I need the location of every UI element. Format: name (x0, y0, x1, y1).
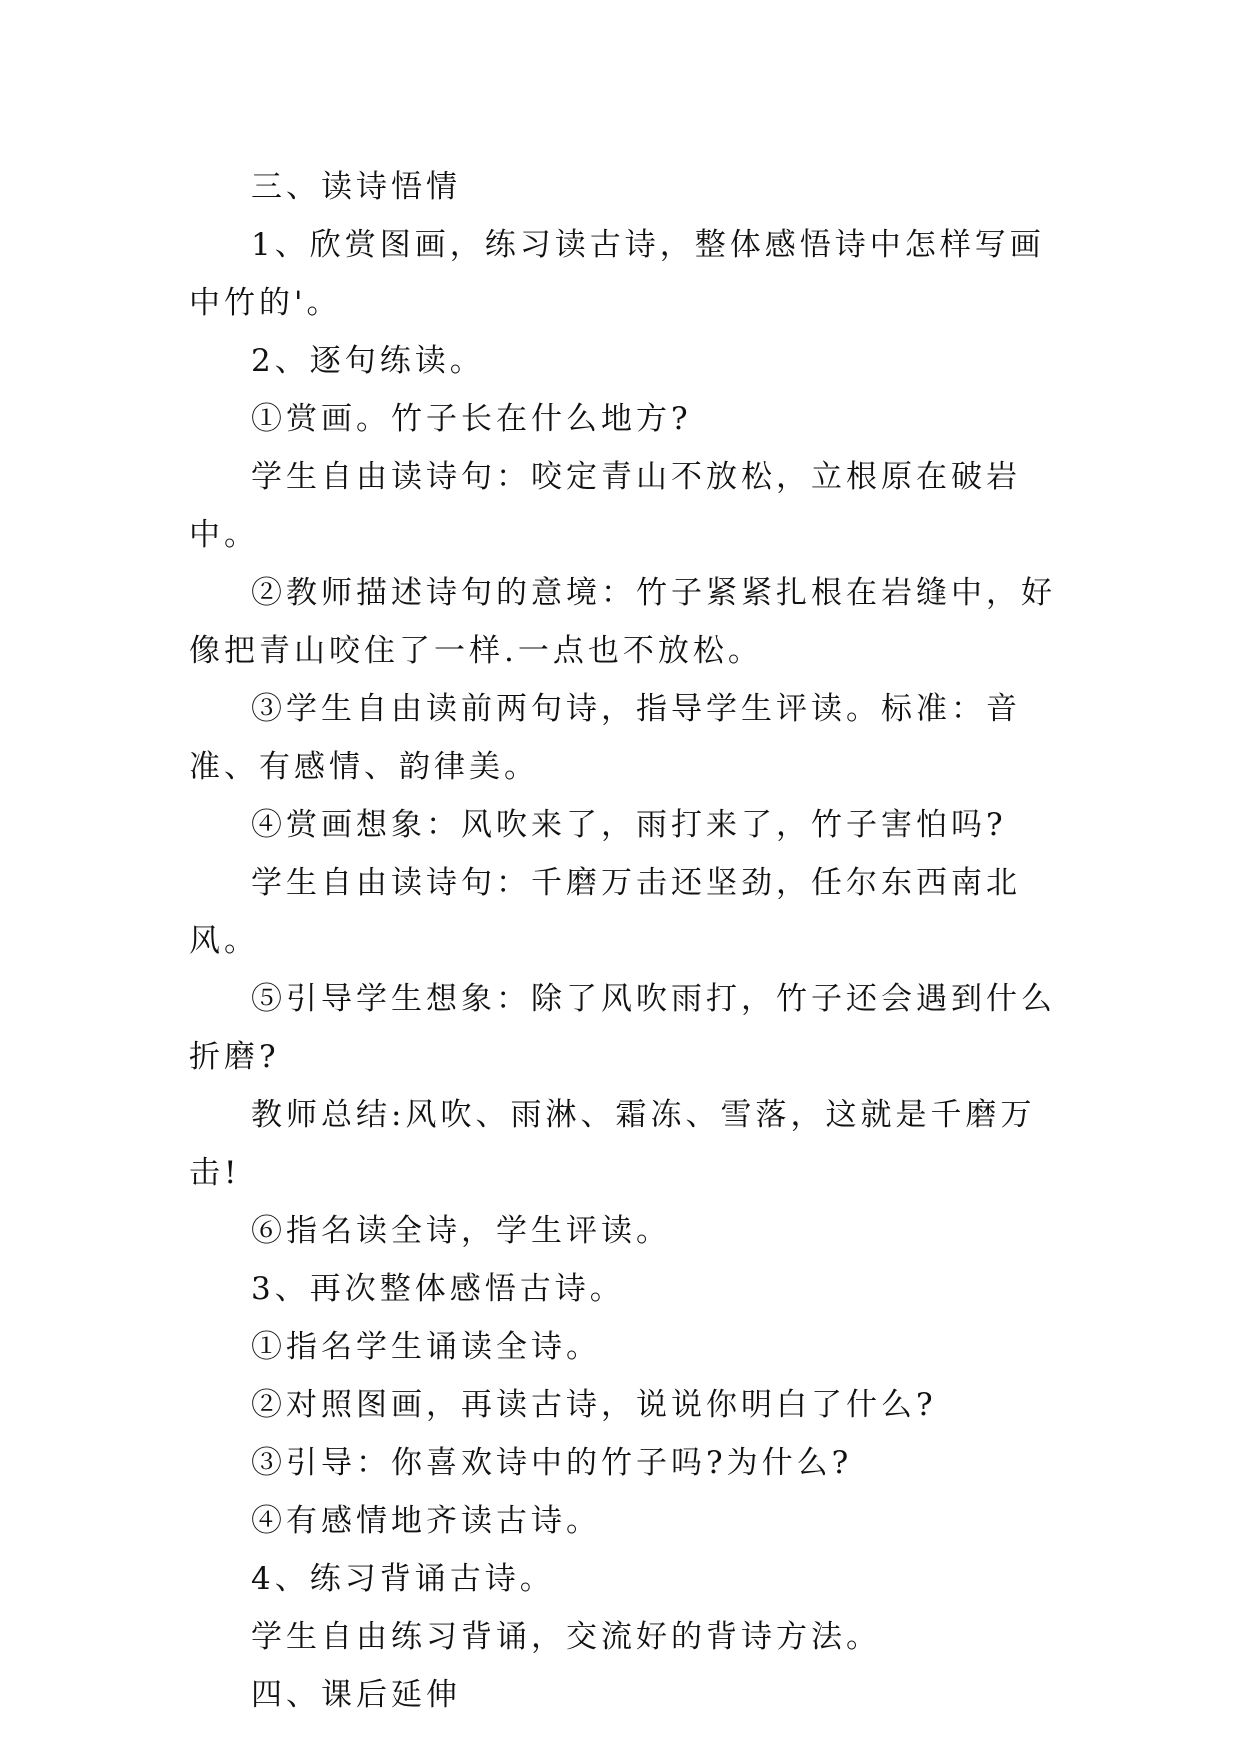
paragraph: 教师总结:风吹、雨淋、霜冻、雪落，这就是千磨万击! (189, 1097, 1036, 1191)
paragraph: ②教师描述诗句的意境：竹子紧紧扎根在岩缝中，好像把青山咬住了一样.一点也不放松。 (189, 575, 1056, 669)
paragraph: ⑥指名读全诗，学生评读。 (251, 1213, 671, 1249)
paragraph: 2、逐句练读。 (251, 343, 485, 379)
paragraph: 4、练习背诵古诗。 (251, 1561, 555, 1597)
paragraph: ②对照图画，再读古诗，说说你明白了什么? (251, 1387, 937, 1423)
section-heading: 四、课后延伸 (251, 1677, 461, 1713)
paragraph: 3、再次整体感悟古诗。 (251, 1271, 625, 1307)
paragraph: 1、欣赏图画，练习读古诗，整体感悟诗中怎样写画中竹的'。 (189, 227, 1045, 321)
paragraph: ④有感情地齐读古诗。 (251, 1503, 601, 1539)
paragraph: ③学生自由读前两句诗，指导学生评读。标准：音准、有感情、韵律美。 (189, 691, 1021, 785)
section-heading: 三、读诗悟情 (251, 169, 461, 205)
paragraph: ③引导：你喜欢诗中的竹子吗?为什么? (251, 1445, 853, 1481)
paragraph: ①指名学生诵读全诗。 (251, 1329, 601, 1365)
paragraph: ①赏画。竹子长在什么地方? (251, 401, 692, 437)
paragraph: 学生自由读诗句：千磨万击还坚劲，任尔东西南北风。 (189, 865, 1021, 959)
paragraph: ⑤引导学生想象：除了风吹雨打，竹子还会遇到什么折磨? (189, 981, 1056, 1075)
paragraph: 学生自由读诗句：咬定青山不放松，立根原在破岩中。 (189, 459, 1021, 553)
document-body (189, 158, 1079, 1724)
paragraph: 学生自由练习背诵，交流好的背诗方法。 (251, 1619, 881, 1655)
paragraph: ④赏画想象：风吹来了，雨打来了，竹子害怕吗? (251, 807, 1007, 843)
